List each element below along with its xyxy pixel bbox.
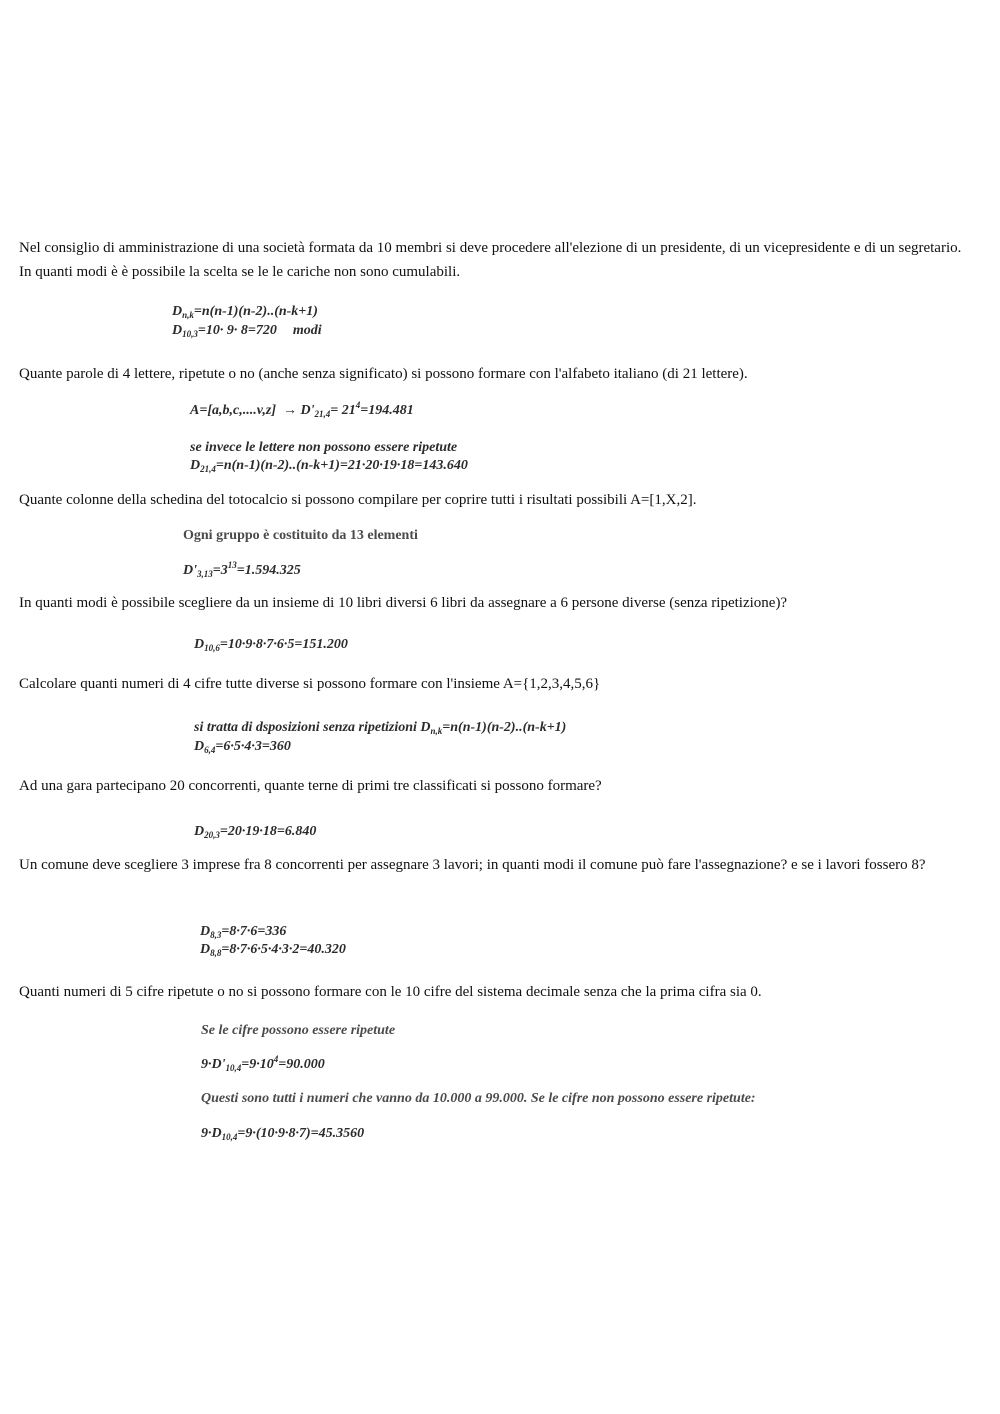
formula-subscript: 20,3: [204, 830, 220, 840]
formula-q8-line2: [201, 1056, 325, 1074]
formula-symbol: D: [172, 304, 183, 319]
formula-symbol: D': [183, 563, 197, 578]
formula-symbol: D: [190, 458, 201, 473]
formula-symbol: D: [200, 924, 211, 939]
formula-q2-line3: [190, 457, 468, 475]
formula-q3-line2: [183, 562, 301, 580]
formula-expression: = 21: [330, 403, 356, 418]
formula-subscript: n,k: [182, 310, 194, 320]
formula-result: =1.594.325: [236, 563, 301, 578]
formula-expression: =n(n-1)(n-2)..(n-k+1): [193, 304, 318, 319]
formula-subscript: 3,13: [197, 569, 213, 579]
formula-symbol: D: [172, 323, 183, 338]
formula-exponent: 4: [273, 1054, 279, 1064]
formula-q5-line2: [194, 738, 291, 756]
formula-expression: =n(n-1)(n-2)..(n-k+1): [442, 720, 567, 735]
formula-q7-line1: [200, 923, 286, 941]
formula-q2-line1: [190, 402, 414, 420]
formula-q1-line1: [172, 303, 318, 321]
formula-expression: =9·10: [241, 1057, 274, 1072]
question-3: Quante colonne della schedina del totocalcio si possono compilare per coprire tutti i risultati possibili A=[1,X,2].: [19, 492, 697, 508]
formula-symbol: 9·D: [201, 1126, 222, 1141]
question-7: Un comune deve scegliere 3 imprese fra 8 concorrenti per assegnare 3 lavori; in quanti modi il comune può fare l'assegnazione? e se i lavori fossero 8?: [19, 857, 926, 873]
formula-expression: =n(n-1)(n-2)..(n-k+1)=21·20·19·18=143.640: [215, 458, 468, 473]
question-8: Quanti numeri di 5 cifre ripetute o no si possono formare con le 10 cifre del sistema decimale senza che la prima cifra sia 0.: [19, 984, 762, 1000]
formula-result: =194.481: [360, 403, 414, 418]
formula-text: si tratta di dsposizioni senza ripetizioni: [194, 720, 417, 735]
formula-expression: =10· 9· 8=720: [197, 323, 277, 338]
formula-symbol: D: [420, 720, 431, 735]
formula-subscript: 6,4: [204, 745, 216, 755]
formula-symbol: D': [300, 403, 315, 418]
formula-q4: [194, 636, 348, 654]
formula-expression: =8·7·6·5·4·3·2=40.320: [221, 942, 346, 957]
formula-q2-note: se invece le lettere non possono essere ripetute: [190, 440, 458, 455]
formula-set: A=[a,b,c,....v,z]: [190, 403, 276, 418]
formula-symbol: 9·D': [201, 1057, 226, 1072]
formula-symbol: D: [194, 824, 205, 839]
formula-expression: =10·9·8·7·6·5=151.200: [219, 637, 348, 652]
formula-subscript: 21,4: [200, 464, 216, 474]
question-4: In quanti modi è possibile scegliere da un insieme di 10 libri diversi 6 libri da assegnare a 6 persone diverse (senza ripetizione)?: [19, 595, 788, 611]
question-1: Nel consiglio di amministrazione di una società formata da 10 membri si deve procedere all'elezione di un presidente, di un vicepresidente e di un segretario. In quanti modi è è possibile la scelta se le le cariche non sono cumulabili.: [19, 240, 962, 280]
question-5: Calcolare quanti numeri di 4 cifre tutte diverse si possono formare con l'insieme A={1,2,3,4,5,6}: [19, 676, 601, 692]
formula-subscript: 10,6: [204, 643, 220, 653]
formula-expression: =20·19·18=6.840: [219, 824, 317, 839]
question-6: Ad una gara partecipano 20 concorrenti, quante terne di primi tre classificati si possono formare?: [19, 778, 602, 794]
formula-q8-note2: Questi sono tutti i numeri che vanno da 10.000 a 99.000. Se le cifre non possono essere ripetute:: [201, 1091, 756, 1106]
formula-result: =90.000: [278, 1057, 325, 1072]
formula-unit: modi: [292, 323, 322, 338]
formula-subscript: 10,3: [182, 329, 198, 339]
formula-subscript: 8,3: [210, 930, 222, 940]
arrow-right-icon: →: [283, 403, 297, 418]
formula-q3-note: Ogni gruppo è costituito da 13 elementi: [183, 528, 418, 543]
formula-q8-line4: [201, 1125, 364, 1143]
formula-expression: =6·5·4·3=360: [215, 739, 291, 754]
formula-subscript: 10,4: [225, 1063, 242, 1073]
formula-subscript: 21,4: [314, 409, 331, 419]
formula-q8-note1: Se le cifre possono essere ripetute: [201, 1023, 396, 1038]
formula-symbol: D: [194, 739, 205, 754]
formula-expression: =8·7·6=336: [221, 924, 287, 939]
formula-symbol: D: [200, 942, 211, 957]
formula-expression: =3: [212, 563, 228, 578]
formula-subscript: 10,4: [221, 1132, 238, 1142]
formula-q1-line2: [172, 322, 322, 340]
question-2: Quante parole di 4 lettere, ripetute o no (anche senza significato) si possono formare con l'alfabeto italiano (di 21 lettere).: [19, 366, 748, 382]
formula-q7-line2: [200, 941, 346, 959]
formula-q5-line1: [194, 719, 566, 737]
formula-expression: =9·(10·9·8·7)=45.3560: [237, 1126, 365, 1141]
formula-symbol: D: [194, 637, 205, 652]
formula-exponent: 4: [355, 400, 361, 410]
formula-q6: [194, 823, 316, 841]
formula-exponent: 13: [227, 560, 237, 570]
formula-subscript: 8,8: [210, 948, 222, 958]
formula-subscript: n,k: [430, 726, 443, 736]
